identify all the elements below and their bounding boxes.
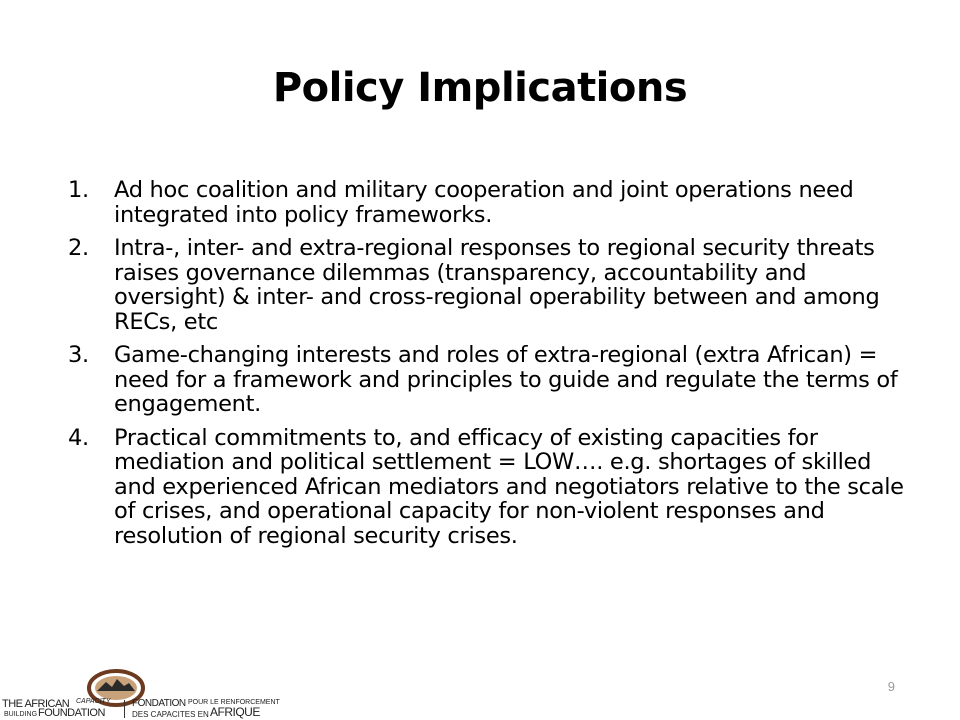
list-item-number: 3. — [68, 342, 89, 368]
logo-text-afrique: AFRIQUE — [210, 705, 260, 719]
list-item-text: Game-changing interests and roles of extra-regional (extra African) = need for a framework and principles to guide and regulate the terms of engagement. — [114, 342, 898, 417]
page-number: 9 — [887, 679, 895, 694]
logo-text-fondation: FONDATION — [132, 698, 186, 709]
logo-text-des-capacites: DES CAPACITES EN — [132, 710, 209, 719]
logo-text-foundation: FOUNDATION — [38, 707, 105, 719]
list-item-text: Intra-, inter- and extra-regional responses to regional security threats raises governance dilemmas (transparency, accountability and oversight) & inter- and cross-regional operability between and among RECs, etc — [114, 235, 880, 335]
list-item-number: 1. — [68, 177, 89, 203]
list-item-number: 4. — [68, 424, 89, 451]
logo-text-the-african: THE AFRICAN — [2, 698, 70, 710]
list-item-text: Ad hoc coalition and military cooperation and joint operations need integrated into policy frameworks. — [114, 177, 854, 228]
logo-text-pour-le-renforcement: POUR LE RENFORCEMENT — [188, 699, 280, 706]
list-item — [68, 426, 918, 549]
list-item-text: Practical commitments to, and efficacy of existing capacities for mediation and political settlement = LOW…. e.g. shortages of skilled and experienced African mediators and negotiators relative to the scale of crises, and operational capacity for non-violent responses and resolution of regional security crises. — [114, 424, 904, 549]
acbf-logo — [0, 668, 290, 720]
logo-divider — [124, 700, 125, 718]
logo-text-capacity: CAPACITY — [76, 698, 111, 705]
list-item — [68, 178, 918, 227]
list-item — [68, 236, 918, 334]
logo-text-building: BUILDING — [4, 711, 38, 718]
list-item-number: 2. — [68, 235, 89, 261]
slide-title: Policy Implications — [272, 65, 688, 111]
implications-list — [68, 178, 918, 557]
list-item — [68, 343, 918, 417]
